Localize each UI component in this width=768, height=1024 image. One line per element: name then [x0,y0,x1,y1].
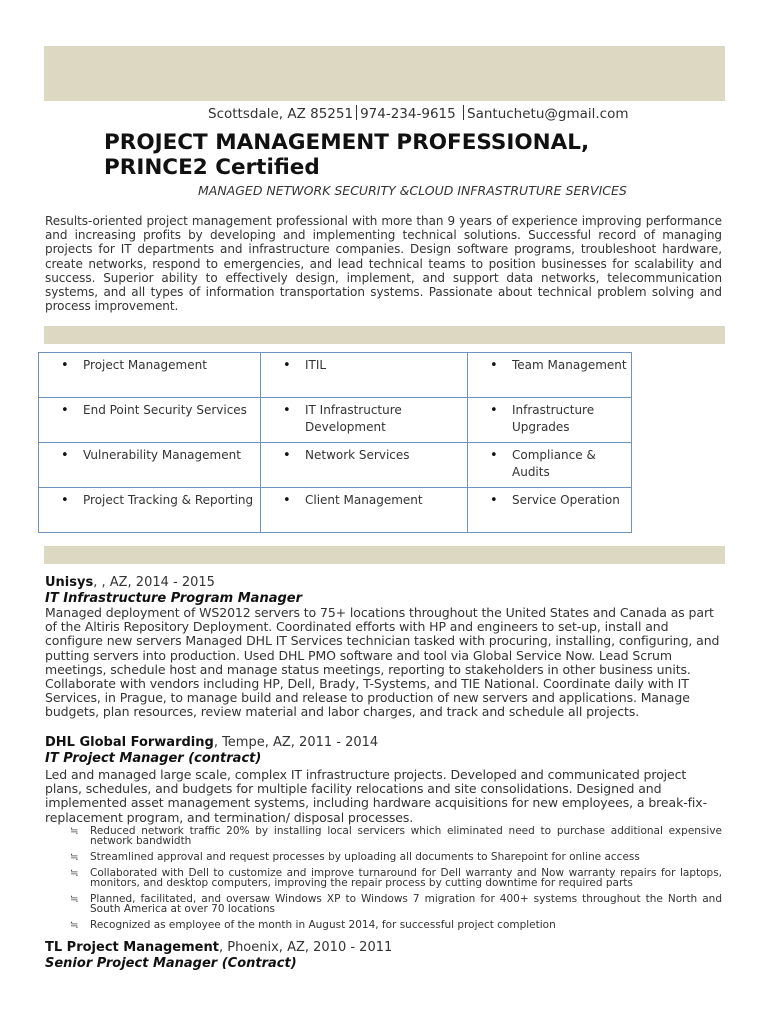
skill-item: • Network Services [283,447,463,464]
job-role: Senior Project Manager (Contract) [45,956,297,971]
job-header [45,575,723,591]
skill-cell [468,488,632,533]
skill-cell [468,443,632,488]
title-line-1: PROJECT MANAGEMENT PROFESSIONAL, [104,130,590,155]
bullet-icon: ≒ [70,868,79,879]
bullet-text: Planned, facilitated, and oversaw Windows XP to Windows 7 migration for 400+ systems throughout the North and South America at over 70 locations [90,893,722,915]
skill-cell [261,353,468,398]
job-details: , Phoenix, AZ, 2010 - 2011 [218,940,393,955]
skill-cell [468,353,632,398]
skills-row [39,398,632,443]
list-item [70,868,722,888]
job-details: , , AZ, 2014 - 2015 [93,575,215,590]
page-title [104,130,704,180]
summary-paragraph: Results-oriented project management professional with more than 9 years of experience improving performance and increasing profits by developing and implementing technical solutions. Successful record of managing projects for IT departments and infrastructure companies. Design software programs, troubleshoot hardware, create networks, respond to emergencies, and lead technical teams to position businesses for scalability and success. Superior ability to effectively design, implement, and support data networks, telecommunication systems, and all types of information transportation systems. Passionate about technical problem solving and process improvement. [45,214,722,314]
skill-item: • IT Infrastructure Development [283,402,463,436]
company-name: Unisys [45,575,94,590]
skill-item: • Compliance & Audits [490,447,627,481]
list-item [70,826,722,846]
job-description: Managed deployment of WS2012 servers to 75+ locations throughout the United States and Canada as part of the Altiris Repository Deployment. Coordinated efforts with HP and engineers to set-up, install and configure new servers Managed DHL IT Services technician tasked with procuring, installing, configuring, and putting servers into production. Used DHL PMO software and tool via Global Service Now. Lead Scrum meetings, schedule host and manage status meetings, reporting to stakeholders in other business units. Collaborate with vendors including HP, Dell, Brady, T-Systems, and TIE National. Coordinate daily with IT Services, in Prague, to manage build and release to production of new servers and applications. Manage budgets, plan resources, review material and labor charges, and track and schedule all projects. [45,605,720,720]
job-role: IT Project Manager (contract) [45,751,262,766]
section-divider-experience [44,546,725,564]
skill-item: • Service Operation [490,492,627,509]
skill-cell [468,398,632,443]
skill-cell [39,443,261,488]
contact-location: Scottsdale, AZ 85251 [208,106,354,122]
company-name: TL Project Management [45,940,219,955]
contact-phone: 974-234-9615 [360,106,456,122]
section-divider-skills [44,326,725,344]
skill-cell [39,488,261,533]
skill-cell [39,398,261,443]
company-name: DHL Global Forwarding [45,735,214,750]
skill-item: • Team Management [490,357,627,374]
skills-row [39,353,632,398]
skills-row [39,488,632,533]
skills-row [39,443,632,488]
header-band [44,46,725,101]
list-item [70,852,722,862]
bullet-icon: ≒ [70,852,79,863]
separator [356,105,357,120]
contact-email[interactable]: Santuchetu@gmail.com [467,106,629,122]
skill-item: • Project Management [61,357,256,374]
bullet-text: Reduced network traffic 20% by installing local servicers which eliminated need to purchase additional expensive network bandwidth [90,825,722,847]
bullet-icon: ≒ [70,826,79,837]
achievement-list [70,826,722,936]
bullet-text: Collaborated with Dell to customize and improve turnaround for Dell warranty and Now warranty repairs for laptops, monitors, and desktop computers, improving the repair process by cutting downtime for required parts [90,867,722,889]
job-entry-tl [45,940,723,971]
bullet-text: Recognized as employee of the month in August 2014, for successful project completion [90,919,556,931]
job-description: Led and managed large scale, complex IT infrastructure projects. Developed and communicated project plans, schedules, and budgets for multiple facility relocations and site consolidations. Designed and implemented asset management systems, including hardware acquisitions for new employees, a break-fix-replacement program, and termination/ disposal processes. [45,767,708,825]
bullet-text: Streamlined approval and request processes by uploading all documents to Sharepoint for online access [90,851,640,863]
skill-item: • Vulnerability Management [61,447,256,464]
bullet-icon: ≒ [70,894,79,905]
subtitle: MANAGED NETWORK SECURITY &CLOUD INFRASTRUTURE SERVICES [198,183,627,198]
skill-item: • ITIL [283,357,463,374]
bullet-icon: ≒ [70,920,79,931]
job-header [45,735,723,751]
skill-item: • End Point Security Services [61,402,256,419]
skills-table [38,352,632,533]
skill-item: • Client Management [283,492,463,509]
title-line-2: PRINCE2 Certified [104,155,320,180]
job-role: IT Infrastructure Program Manager [45,591,303,606]
job-details: , Tempe, AZ, 2011 - 2014 [213,735,379,750]
list-item [70,894,722,914]
job-entry-unisys [45,575,723,720]
contact-line [208,105,629,122]
skill-item: • Project Tracking & Reporting [61,492,256,509]
list-item [70,920,722,930]
skill-cell [261,488,468,533]
job-entry-dhl [45,735,723,825]
job-header [45,940,723,956]
skill-cell [39,353,261,398]
skill-cell [261,398,468,443]
separator [463,105,464,120]
skill-cell [261,443,468,488]
skill-item: • Infrastructure Upgrades [490,402,627,436]
